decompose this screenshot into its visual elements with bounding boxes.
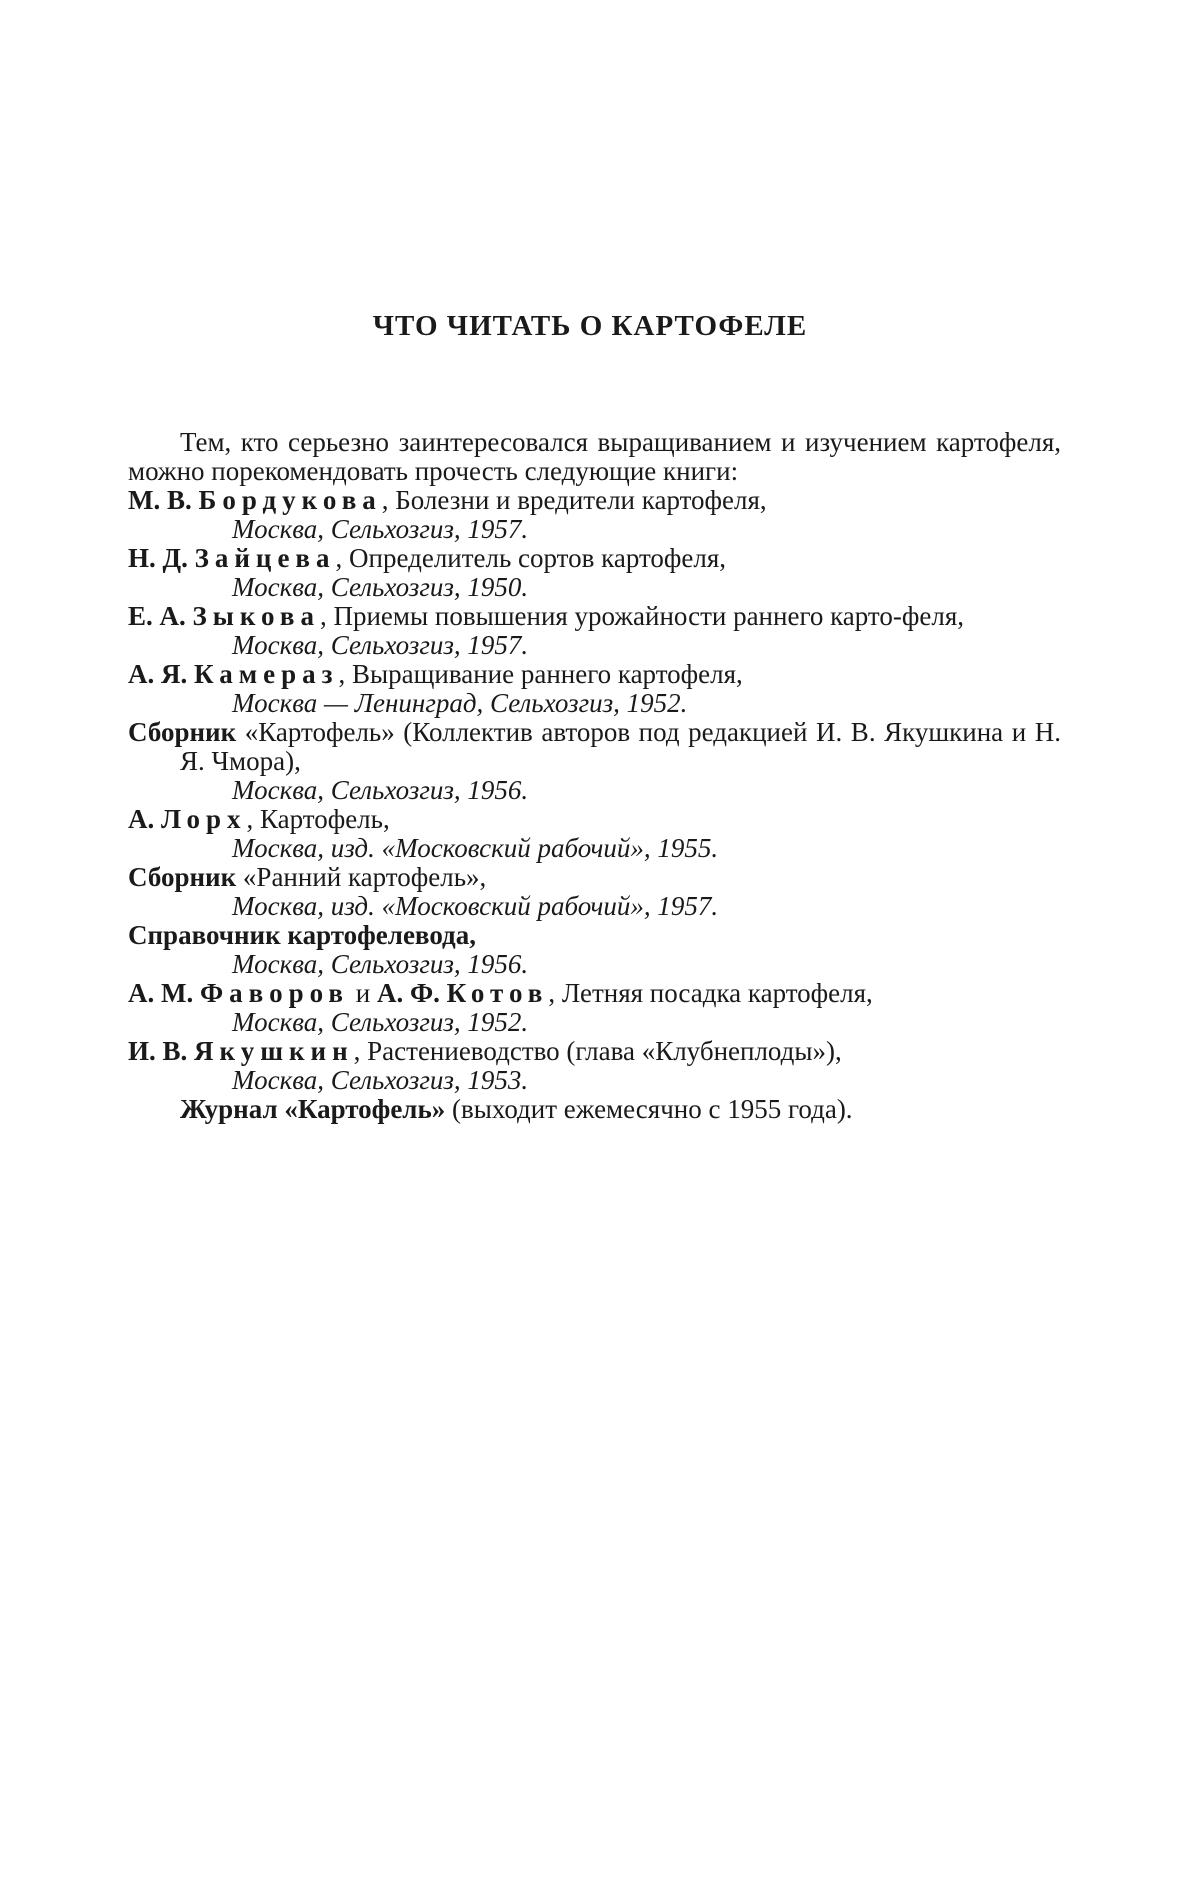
author-surname: Камераз bbox=[194, 659, 339, 689]
author-initials: И. В. bbox=[128, 1036, 188, 1066]
book-entry bbox=[128, 486, 1061, 544]
author-initials: А. Я. bbox=[128, 659, 188, 689]
book-title: , Картофель, bbox=[246, 804, 390, 834]
collection-label: Сборник bbox=[128, 717, 237, 747]
author-surname: Якушкин bbox=[194, 1036, 354, 1066]
book-entry bbox=[128, 660, 1061, 718]
intro-paragraph: Тем, кто серьезно заинтересовался выращиванием и изучением картофеля, можно порекомендовать прочесть следующие книги: bbox=[128, 427, 1061, 486]
author-surname: Котов bbox=[446, 978, 549, 1008]
author-initials: А. Ф. bbox=[376, 978, 440, 1008]
author-initials: А. М. bbox=[128, 978, 194, 1008]
book-title: , Выращивание раннего картофеля, bbox=[338, 659, 743, 689]
page-title: ЧТО ЧИТАТЬ О КАРТОФЕЛЕ bbox=[372, 310, 808, 342]
journal-entry bbox=[128, 1095, 1061, 1124]
journal-name: Журнал «Картофель» bbox=[180, 1094, 446, 1124]
book-title: , Болезни и вредители картофеля, bbox=[381, 485, 767, 515]
book-title: «Картофель» (Коллектив авторов под редакцией И. В. Якушкина и Н. Я. Чмора), bbox=[180, 717, 1061, 776]
conjunction: и bbox=[349, 978, 377, 1008]
book-title: «Ранний картофель», bbox=[236, 862, 487, 892]
author-surname: Лорх bbox=[161, 804, 247, 834]
book-entry bbox=[128, 602, 1061, 660]
book-entry bbox=[128, 921, 1061, 979]
author-surname: Бордукова bbox=[198, 485, 382, 515]
reading-list bbox=[128, 428, 1061, 1124]
author-surname: Зайцева bbox=[194, 543, 336, 573]
publisher-line: Москва, Сельхозгиз, 1956. bbox=[232, 949, 529, 979]
author-initials: Н. Д. bbox=[128, 543, 188, 573]
author-initials: Е. А. bbox=[128, 601, 186, 631]
book-entry bbox=[128, 979, 1061, 1037]
publisher-line: Москва, Сельхозгиз, 1952. bbox=[232, 1007, 529, 1037]
publisher-line: Москва, изд. «Московский рабочий», 1957. bbox=[232, 891, 719, 921]
book-entry bbox=[128, 1037, 1061, 1095]
book-entry bbox=[128, 863, 1061, 921]
book-entry bbox=[128, 718, 1061, 805]
book-entry bbox=[128, 805, 1061, 863]
publisher-line: Москва, Сельхозгиз, 1953. bbox=[232, 1065, 529, 1095]
handbook-label: Справочник картофелевода, bbox=[128, 920, 476, 950]
journal-note: (выходит ежемесячно с 1955 года). bbox=[445, 1094, 853, 1124]
publisher-line: Москва, Сельхозгиз, 1957. bbox=[232, 630, 529, 660]
book-title: , Приемы повышения урожайности раннего карто-феля, bbox=[319, 601, 964, 631]
publisher-line: Москва, изд. «Московский рабочий», 1955. bbox=[232, 833, 719, 863]
author-initials: А. bbox=[128, 804, 155, 834]
author-surname: Зыкова bbox=[192, 601, 320, 631]
publisher-line: Москва — Ленинград, Сельхозгиз, 1952. bbox=[232, 688, 688, 718]
collection-label: Сборник bbox=[128, 862, 237, 892]
book-entry bbox=[128, 544, 1061, 602]
publisher-line: Москва, Сельхозгиз, 1950. bbox=[232, 572, 529, 602]
author-surname: Фаворов bbox=[199, 978, 349, 1008]
book-title: , Летняя посадка картофеля, bbox=[548, 978, 873, 1008]
author-initials: М. В. bbox=[128, 485, 192, 515]
book-title: , Определитель сортов картофеля, bbox=[335, 543, 727, 573]
book-title: , Растениеводство (глава «Клубнеплоды»), bbox=[353, 1036, 842, 1066]
publisher-line: Москва, Сельхозгиз, 1957. bbox=[232, 514, 529, 544]
publisher-line: Москва, Сельхозгиз, 1956. bbox=[232, 775, 529, 805]
